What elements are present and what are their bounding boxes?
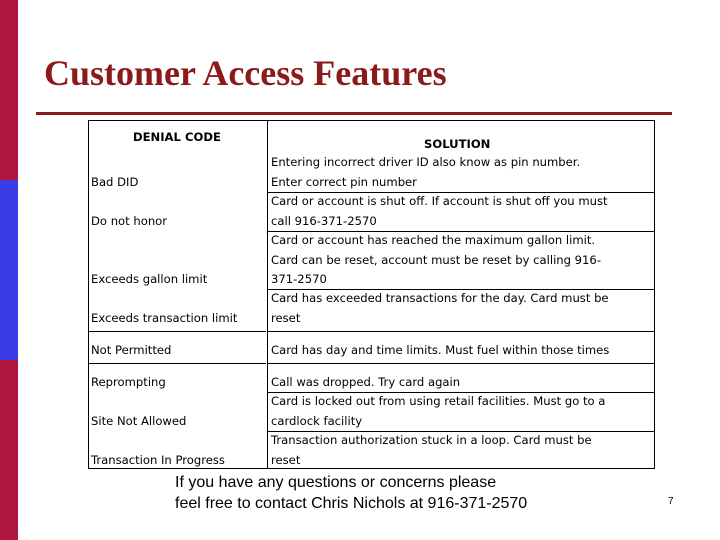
code-bad-did: Bad DID [91, 175, 139, 189]
accent-bar-top [0, 0, 18, 180]
solution-line: call 916-371-2570 [271, 213, 377, 228]
code-not-permitted: Not Permitted [91, 343, 172, 357]
solution-line: 371-2570 [271, 272, 327, 286]
accent-bar-bottom [0, 360, 18, 540]
solution-line: Card or account is shut off. If account is shut off you must [271, 194, 608, 208]
solution-line: Card is locked out from using retail facilities. Must go to a [271, 394, 606, 408]
contact-note-line: feel free to contact Chris Nichols at 916-371-2570 [175, 495, 528, 512]
row-divider [89, 363, 266, 364]
code-transaction-in-progress: Transaction In Progress [91, 453, 225, 467]
solution-line: Card has exceeded transactions for the day. Card must be [271, 291, 609, 305]
solution-line: Call was dropped. Try card again [271, 375, 461, 389]
solution-line: Entering incorrect driver ID also know as pin number. [271, 155, 581, 169]
accent-bar-middle [0, 180, 18, 360]
header-denial-code: DENIAL CODE [133, 130, 221, 144]
solution-exceeds-transaction-limit [271, 289, 655, 328]
solution-site-not-allowed [271, 392, 655, 431]
title-underline [36, 112, 672, 115]
code-exceeds-transaction-limit: Exceeds transaction limit [91, 311, 238, 325]
code-do-not-honor: Do not honor [91, 214, 168, 228]
slide-title: Customer Access Features [44, 53, 447, 93]
row-divider [268, 331, 655, 332]
solution-do-not-honor [271, 192, 655, 231]
code-reprompting: Reprompting [91, 375, 166, 389]
solution-line: Card has day and time limits. Must fuel within those times [271, 343, 610, 357]
code-site-not-allowed: Site Not Allowed [91, 414, 187, 428]
solution-line: Card can be reset, account must be reset by calling 916- [271, 252, 601, 267]
contact-note [175, 472, 615, 514]
solution-line: reset [271, 452, 301, 467]
solution-line: cardlock facility [271, 413, 363, 428]
solution-line: Enter correct pin number [271, 174, 417, 189]
contact-note-line: If you have any questions or concerns please [175, 474, 497, 491]
solution-line: Transaction authorization stuck in a loop. Card must be [271, 433, 592, 447]
solution-reprompting [271, 373, 655, 393]
solution-not-permitted [271, 341, 655, 361]
header-solution: SOLUTION [424, 137, 491, 151]
page-number: 7 [668, 496, 674, 507]
row-divider [268, 363, 655, 364]
solution-line: Card or account has reached the maximum gallon limit. [271, 233, 596, 247]
solution-exceeds-gallon-limit [271, 231, 655, 290]
denial-code-table [88, 120, 655, 469]
solution-transaction-in-progress [271, 431, 655, 470]
solution-line: reset [271, 310, 301, 325]
code-exceeds-gallon-limit: Exceeds gallon limit [91, 272, 208, 286]
row-divider [89, 331, 266, 332]
solution-column [267, 121, 655, 468]
denial-code-column [89, 121, 266, 468]
solution-bad-did [271, 153, 655, 192]
